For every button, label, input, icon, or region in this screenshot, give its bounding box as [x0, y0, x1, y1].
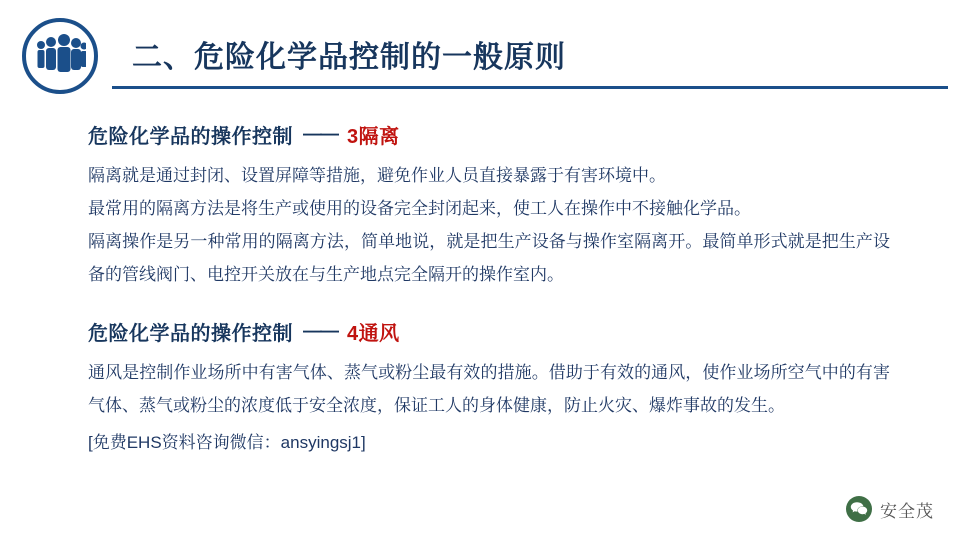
section-heading-dash: —— — [303, 123, 337, 145]
section-heading-main: 危险化学品的操作控制 — [88, 323, 293, 345]
section-ventilation — [0, 317, 960, 459]
slide-content — [0, 120, 960, 465]
section-spacer — [0, 297, 960, 317]
wechat-icon — [846, 496, 872, 522]
brand-name: 安全茂 — [880, 501, 934, 521]
people-group-icon — [22, 18, 98, 94]
section-heading-sub: 3隔离 — [347, 126, 400, 148]
slide-header — [0, 0, 960, 104]
paragraph: 通风是控制作业场所中有害气体、蒸气或粉尘最有效的措施。借助于有效的通风，使作业场所空气中的有害气体、蒸气或粉尘的浓度低于安全浓度，保证工人的身体健康，防止火灾、爆炸事故的发生。 — [88, 363, 890, 415]
section-heading-main: 危险化学品的操作控制 — [88, 126, 293, 148]
header-divider — [112, 86, 948, 89]
section-heading — [0, 120, 960, 149]
paragraph: 隔离就是通过封闭、设置屏障等措施，避免作业人员直接暴露于有害环境中。 — [88, 166, 666, 185]
section-isolation — [0, 120, 960, 291]
section-heading-sub: 4通风 — [347, 323, 400, 345]
section-heading — [0, 317, 960, 346]
section-heading-dash: —— — [303, 320, 337, 342]
contact-note: [免费EHS资料咨询微信：ansyingsj1] — [88, 433, 366, 452]
paragraph: 隔离操作是另一种常用的隔离方法，简单地说，就是把生产设备与操作室隔离开。最简单形式就是把生产设备的管线阀门、电控开关放在与生产地点完全隔开的操作室内。 — [88, 232, 890, 284]
paragraph: 最常用的隔离方法是将生产或使用的设备完全封闭起来，使工人在操作中不接触化学品。 — [88, 199, 751, 218]
page-title: 二、危险化学品控制的一般原则 — [132, 41, 566, 74]
brand-footer — [846, 496, 934, 522]
header-accent-bar — [112, 24, 117, 76]
